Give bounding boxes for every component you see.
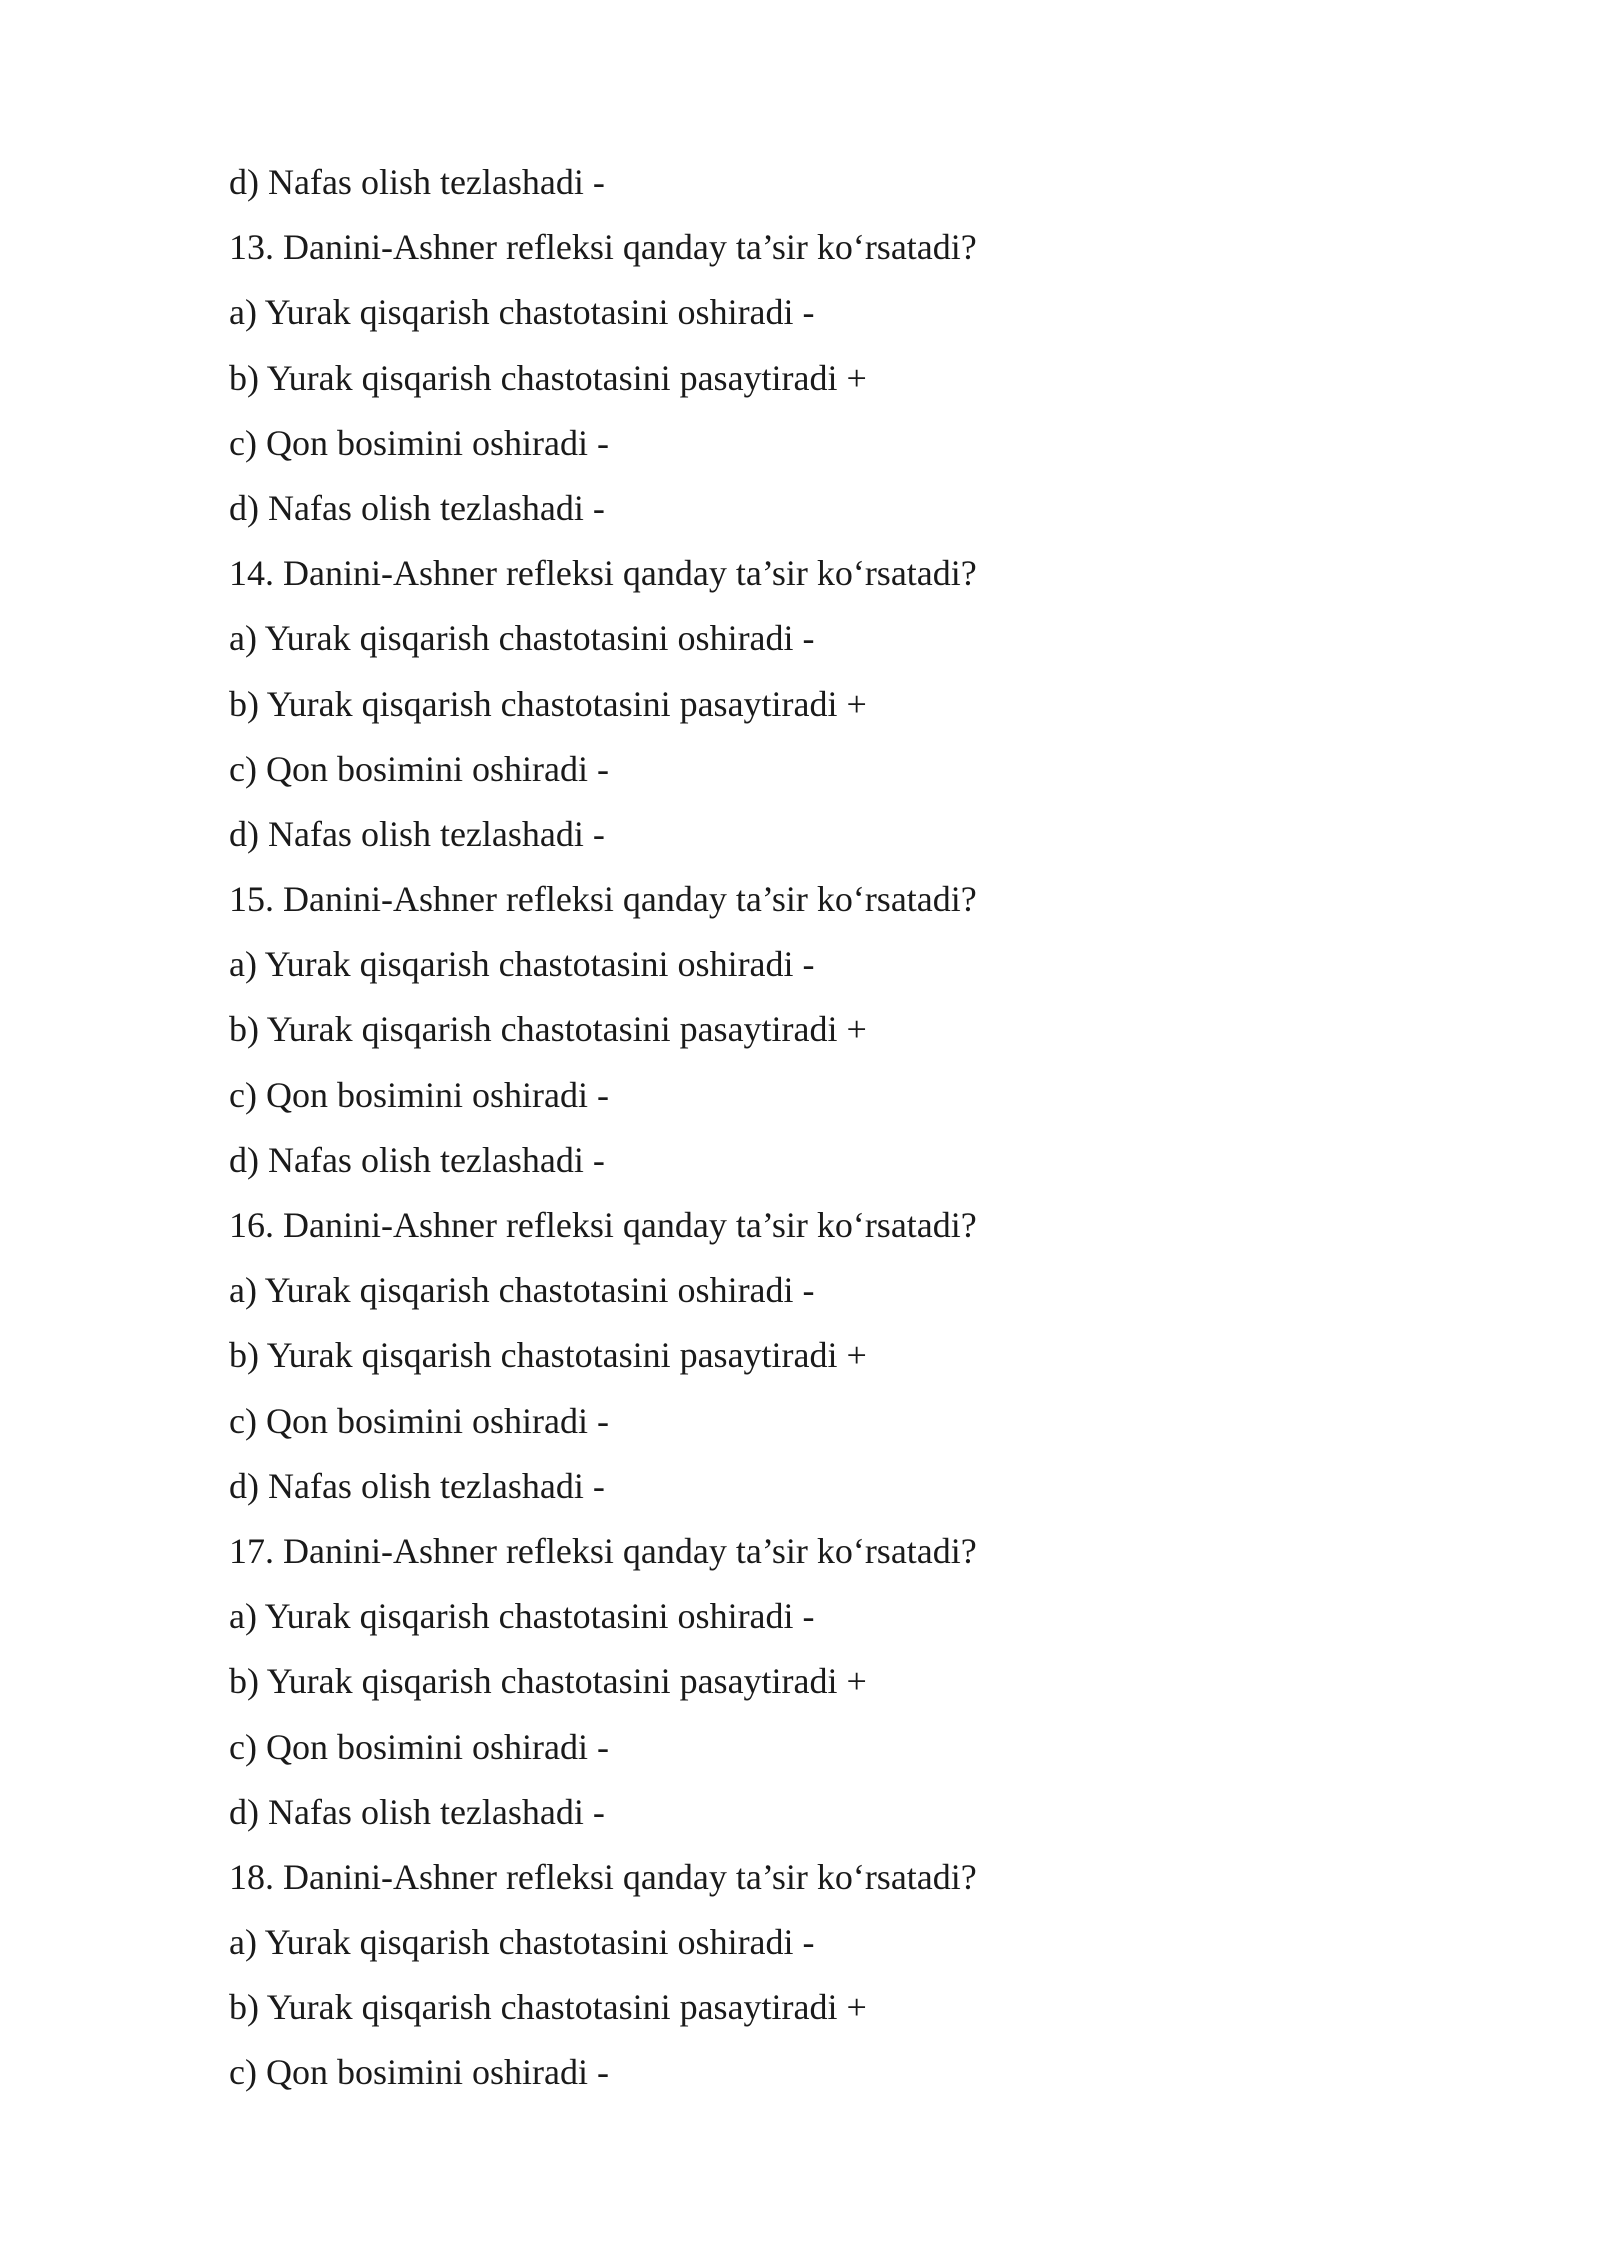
option-b-line: b) Yurak qisqarish chastotasini pasaytiradi +: [229, 1987, 867, 2028]
option-d-line: d) Nafas olish tezlashadi -: [229, 1465, 605, 1506]
option-a-line: a) Yurak qisqarish chastotasini oshiradi -: [229, 1596, 815, 1637]
option-d-line: d) Nafas olish tezlashadi -: [229, 1791, 605, 1832]
option-b-line: b) Yurak qisqarish chastotasini pasaytiradi +: [229, 683, 867, 724]
option-a-line: a) Yurak qisqarish chastotasini oshiradi -: [229, 1270, 815, 1311]
question-18-line: 18. Danini-Ashner refleksi qanday ta’sir ko‘rsatadi?: [229, 1856, 977, 1897]
option-c-line: c) Qon bosimini oshiradi -: [229, 2052, 609, 2093]
question-14-line: 14. Danini-Ashner refleksi qanday ta’sir ko‘rsatadi?: [229, 553, 977, 594]
question-17-line: 17. Danini-Ashner refleksi qanday ta’sir ko‘rsatadi?: [229, 1530, 977, 1571]
question-16-line: 16. Danini-Ashner refleksi qanday ta’sir ko‘rsatadi?: [229, 1205, 977, 1245]
option-c-line: c) Qon bosimini oshiradi -: [229, 748, 609, 789]
option-c-line: c) Qon bosimini oshiradi -: [229, 422, 609, 463]
document-body: [229, 150, 1429, 2106]
question-13-line: 13. Danini-Ashner refleksi qanday ta’sir ko‘rsatadi?: [229, 227, 977, 268]
option-a-line: a) Yurak qisqarish chastotasini oshiradi -: [229, 292, 815, 333]
option-c-line: c) Qon bosimini oshiradi -: [229, 1074, 609, 1115]
option-d-line: d) Nafas olish tezlashadi -: [229, 813, 605, 854]
option-d-line: d) Nafas olish tezlashadi -: [229, 1139, 605, 1180]
option-a-line: a) Yurak qisqarish chastotasini oshiradi -: [229, 944, 815, 985]
option-d-line: d) Nafas olish tezlashadi -: [229, 487, 605, 528]
option-a-line: a) Yurak qisqarish chastotasini oshiradi -: [229, 618, 815, 659]
option-b-line: b) Yurak qisqarish chastotasini pasaytiradi +: [229, 1335, 867, 1376]
question-15-line: 15. Danini-Ashner refleksi qanday ta’sir ko‘rsatadi?: [229, 879, 977, 920]
option-a-line: a) Yurak qisqarish chastotasini oshiradi -: [229, 1922, 815, 1963]
option-b-line: b) Yurak qisqarish chastotasini pasaytiradi +: [229, 1009, 867, 1050]
option-d-line: d) Nafas olish tezlashadi -: [229, 162, 605, 202]
option-b-line: b) Yurak qisqarish chastotasini pasaytiradi +: [229, 357, 867, 398]
option-b-line: b) Yurak qisqarish chastotasini pasaytiradi +: [229, 1661, 867, 1702]
option-c-line: c) Qon bosimini oshiradi -: [229, 1400, 609, 1441]
option-c-line: c) Qon bosimini oshiradi -: [229, 1726, 609, 1767]
